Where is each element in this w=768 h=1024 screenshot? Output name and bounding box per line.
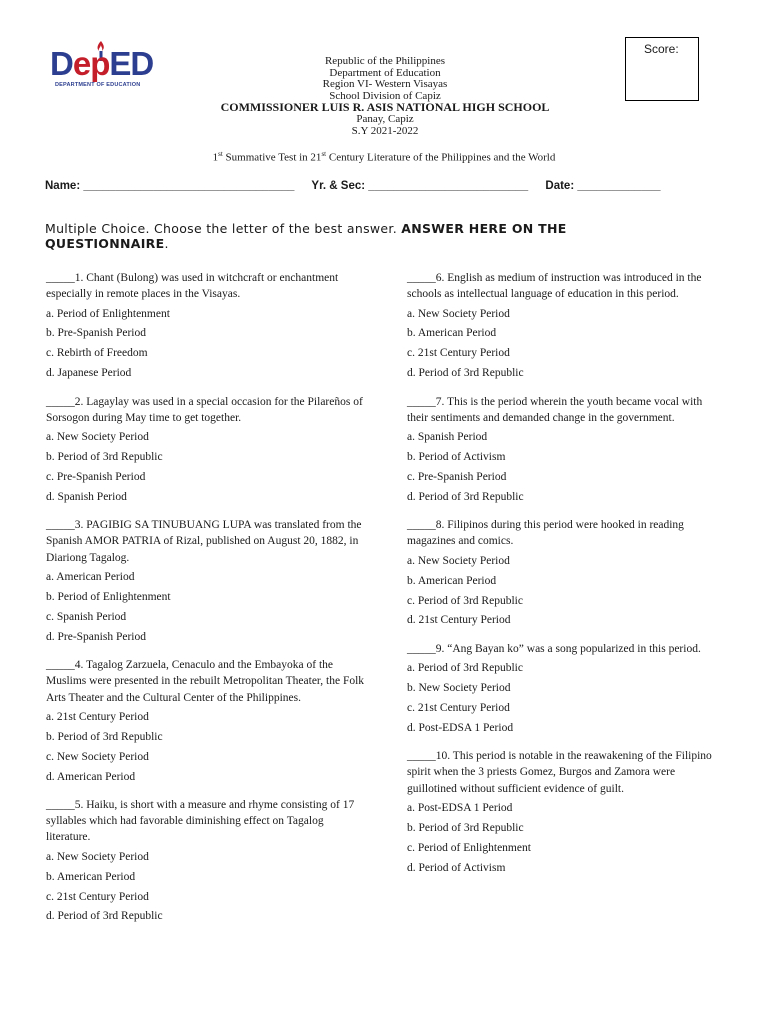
- question-6: [407, 270, 725, 382]
- header-country: Republic of the Philippines: [324, 55, 446, 67]
- answer-option: d. Spanish Period: [46, 490, 127, 503]
- answer-option: a. New Society Period: [407, 554, 510, 567]
- answer-option: c. Period of Enlightenment: [407, 841, 531, 854]
- answer-option: d. Period of 3rd Republic: [46, 910, 163, 923]
- answer-option: d. Japanese Period: [46, 367, 132, 380]
- answer-option: b. New Society Period: [407, 681, 511, 694]
- answer-option: a. Period of 3rd Republic: [407, 661, 523, 674]
- answer-option: c. Pre-Spanish Period: [407, 470, 507, 483]
- question-stem: _____2. Lagaylay was used in a special occasion for the Pilareños of Sorsogon during May time to get together.: [46, 395, 363, 424]
- answer-option: c. Pre-Spanish Period: [46, 470, 146, 483]
- header-region: Region VI- Western Visayas: [322, 78, 448, 91]
- school-location: Panay, Capiz: [356, 112, 414, 125]
- year-section-field[interactable]: Yr. & Sec: _________________________: [311, 180, 529, 192]
- answer-option: c. Period of 3rd Republic: [407, 594, 523, 607]
- question-stem: _____3. PAGIBIG SA TINUBUANG LUPA was translated from the Spanish AMOR PATRIA of Rizal, published on August 20, 1882, in Diariong Tagalog.: [46, 519, 362, 564]
- answer-option: a. Period of Enlightenment: [46, 307, 170, 320]
- question-4: [46, 657, 366, 785]
- question-2: [46, 394, 366, 506]
- answer-option: c. Rebirth of Freedom: [46, 347, 148, 360]
- answer-option: c. New Society Period: [46, 750, 149, 763]
- school-year: S.Y 2021-2022: [351, 124, 419, 137]
- answer-option: c. 21st Century Period: [407, 701, 510, 714]
- answer-option: c. Spanish Period: [46, 610, 127, 623]
- answer-option: a. Post-EDSA 1 Period: [407, 801, 513, 814]
- answer-option: b. American Period: [407, 574, 497, 587]
- answer-option: d. American Period: [46, 770, 136, 783]
- logo-wordmark: DepED: [50, 45, 154, 82]
- right-question-column: [407, 270, 725, 888]
- answer-option: a. Spanish Period: [407, 431, 488, 444]
- question-stem: _____9. “Ang Bayan ko” was a song popularized in this period.: [407, 642, 701, 655]
- question-10: [407, 748, 725, 876]
- answer-option: a. 21st Century Period: [46, 710, 149, 723]
- answer-option: c. 21st Century Period: [46, 890, 149, 903]
- answer-option: d. Period of 3rd Republic: [407, 490, 524, 503]
- answer-option: d. 21st Century Period: [407, 614, 511, 627]
- answer-option: b. Period of Enlightenment: [46, 590, 171, 603]
- question-7: [407, 394, 725, 506]
- question-5: [46, 797, 366, 925]
- deped-logo: [50, 42, 160, 92]
- header-division: School Division of Capiz: [329, 89, 441, 102]
- question-stem: _____8. Filipinos during this period were hooked in reading magazines and comics.: [407, 519, 684, 548]
- logo-subtitle: DEPARTMENT OF EDUCATION: [55, 82, 141, 88]
- answer-option: d. Post-EDSA 1 Period: [407, 721, 514, 734]
- question-stem: _____4. Tagalog Zarzuela, Cenaculo and the Embayoka of the Muslims were presented in the rebuilt Metropolitan Theater, the Folk Arts Theater and the Cultural Center of the Philippines.: [46, 658, 365, 704]
- answer-option: b. Period of 3rd Republic: [407, 821, 524, 834]
- test-title: 1st Summative Test in 21st Century Literature of the Philippines and the World: [212, 150, 556, 164]
- question-3: [46, 517, 366, 645]
- question-stem: _____6. English as medium of instruction was introduced in the schools as intellectual language of education in this period.: [407, 272, 702, 301]
- answer-option: a. New Society Period: [407, 307, 510, 320]
- question-9: [407, 641, 725, 736]
- answer-option: b. Period of Activism: [407, 451, 506, 464]
- question-8: [407, 517, 725, 629]
- score-label: Score:: [644, 42, 679, 56]
- answer-option: b. American Period: [46, 870, 136, 883]
- name-field[interactable]: Name: _________________________________: [45, 180, 295, 192]
- answer-option: d. Pre-Spanish Period: [46, 630, 146, 643]
- answer-option: b. American Period: [407, 327, 497, 340]
- student-info-row: [45, 180, 661, 192]
- header-department: Department of Education: [329, 66, 441, 79]
- score-box: [625, 37, 699, 101]
- question-stem: _____7. This is the period wherein the youth became vocal with their sentiments and demanded change in the government.: [407, 395, 703, 424]
- answer-option: b. Pre-Spanish Period: [46, 327, 146, 340]
- date-field[interactable]: Date: _____________: [545, 180, 661, 192]
- answer-option: d. Period of 3rd Republic: [407, 367, 524, 380]
- left-question-column: [46, 270, 366, 937]
- answer-option: a. American Period: [46, 571, 135, 584]
- answer-option: b. Period of 3rd Republic: [46, 451, 163, 464]
- question-stem: _____5. Haiku, is short with a measure and rhyme consisting of 17 syllables which had favorable diminishing effect on Tagalog literature.: [46, 798, 355, 844]
- answer-option: a. New Society Period: [46, 431, 149, 444]
- answer-option: a. New Society Period: [46, 850, 149, 863]
- school-name: COMMISSIONER LUIS R. ASIS NATIONAL HIGH SCHOOL: [220, 100, 550, 115]
- question-stem: _____1. Chant (Bulong) was used in witchcraft or enchantment especially in remote places in the Visayas.: [46, 272, 339, 301]
- answer-option: d. Period of Activism: [407, 861, 506, 874]
- question-stem: _____10. This period is notable in the reawakening of the Filipino spirit when the 3 priests Gomez, Burgos and Zamora were guillotined without sufficient evidence of guilt.: [407, 749, 712, 795]
- document-header: [150, 56, 620, 137]
- instructions: Multiple Choice. Choose the letter of the best answer. ANSWER HERE ON THE QUESTIONNAIRE.: [45, 221, 567, 251]
- answer-option: b. Period of 3rd Republic: [46, 730, 163, 743]
- answer-option: c. 21st Century Period: [407, 347, 510, 360]
- question-1: [46, 270, 366, 382]
